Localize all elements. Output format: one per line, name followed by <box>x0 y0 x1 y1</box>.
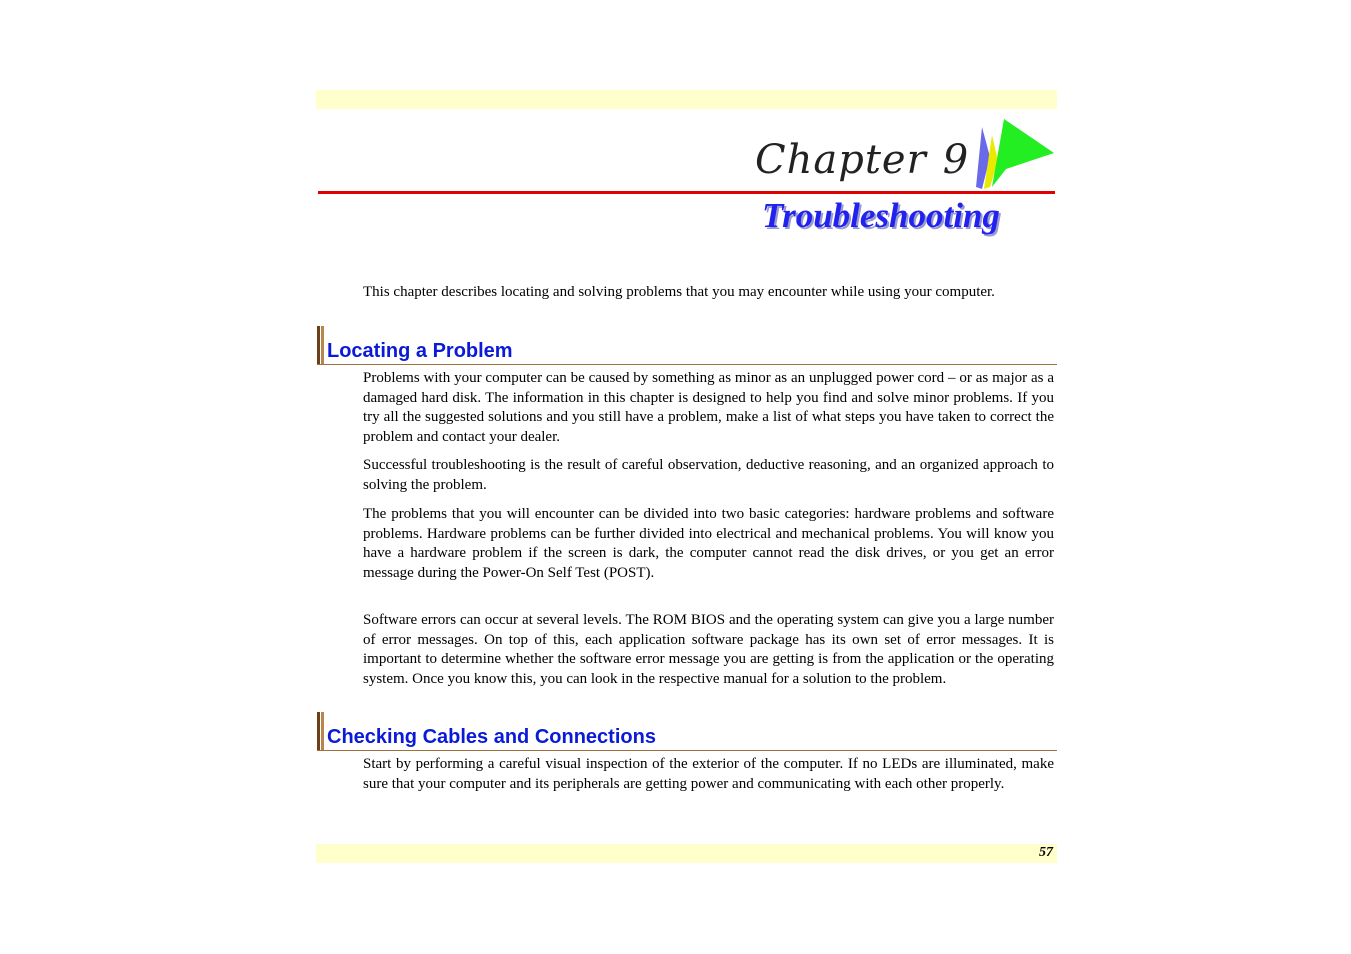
chapter-number: 9 <box>942 137 970 183</box>
heading-bar-dark <box>317 326 320 364</box>
section-heading-checking <box>317 712 1057 751</box>
paragraph: The problems that you will encounter can be divided into two basic categories: hardware problems and software problems. Hardware problems can be further divided into electrical and mechanical problems. You will know you have a hardware problem if the screen is dark, the computer cannot read the disk drives, or you get an error message during the Power-On Self Test (POST). <box>363 506 1054 581</box>
intro-paragraph: This chapter describes locating and solving problems that you may encounter while using your computer. <box>363 284 995 300</box>
header-band <box>316 90 1057 109</box>
section-heading-locating <box>317 326 1057 365</box>
footer-band <box>316 844 1057 863</box>
heading-bar-light <box>321 326 324 364</box>
page-number: 57 <box>1039 845 1053 860</box>
chapter-logo-icon <box>970 117 1056 193</box>
paragraph: Software errors can occur at several levels. The ROM BIOS and the operating system can give you a large number of error messages. On top of this, each application software package has its own set of error messages. It is important to determine whether the software error message you are getting is from the application or the operating system. Once you know this, you can look in the respective manual for a solution to the problem. <box>363 612 1054 687</box>
chapter-word: Chapter <box>755 137 927 183</box>
chapter-label <box>755 137 969 183</box>
heading-bar-dark <box>317 712 320 750</box>
paragraph: Successful troubleshooting is the result of careful observation, deductive reasoning, and an organized approach to solving the problem. <box>363 457 1054 493</box>
paragraph: Problems with your computer can be caused by something as minor as an unplugged power cord – or as major as a damaged hard disk. The information in this chapter is designed to help you find and solve minor problems. If you try all the suggested solutions and you still have a problem, make a list of what steps you have taken to correct the problem and contact your dealer. <box>363 370 1054 445</box>
heading-bar-light <box>321 712 324 750</box>
chapter-divider <box>318 191 1055 194</box>
section-title: Locating a Problem <box>327 340 513 362</box>
paragraph: Start by performing a careful visual inspection of the exterior of the computer. If no LEDs are illuminated, make sure that your computer and its peripherals are getting power and communicating with each other properly. <box>363 756 1054 792</box>
chapter-title: Troubleshooting <box>762 196 1000 235</box>
section-title: Checking Cables and Connections <box>327 726 656 748</box>
